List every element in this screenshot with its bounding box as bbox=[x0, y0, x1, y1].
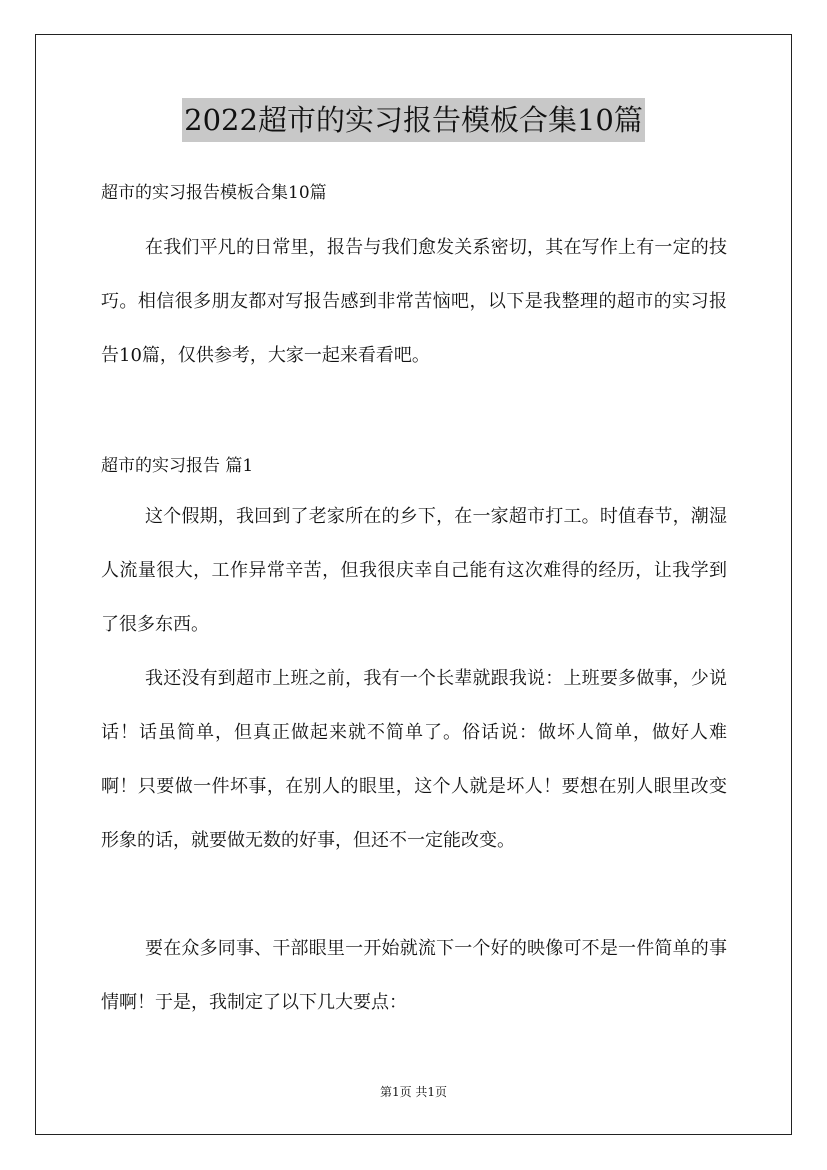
section-heading: 超市的实习报告 篇1 bbox=[101, 456, 254, 476]
body-paragraph-2: 我还没有到超市上班之前，我有一个长辈就跟我说：上班要多做事，少说话！话虽简单，但真正做起来就不简单了。俗话说：做坏人简单，做好人难啊！只要做一件坏事，在别人的眼里，这个人就是坏人！要想在别人眼里改变形象的话，就要做无数的好事，但还不一定能改变。 bbox=[101, 668, 727, 851]
document-title bbox=[0, 98, 827, 142]
intro-paragraph: 在我们平凡的日常里，报告与我们愈发关系密切，其在写作上有一定的技巧。相信很多朋友都对写报告感到非常苦恼吧，以下是我整理的超市的实习报告10篇，仅供参考，大家一起来看看吧。 bbox=[101, 237, 727, 366]
page-footer: 第1页 共1页 bbox=[379, 1085, 448, 1099]
document-title-text: 2022超市的实习报告模板合集10篇 bbox=[182, 98, 645, 142]
document-subtitle: 超市的实习报告模板合集10篇 bbox=[101, 183, 327, 203]
body-paragraph-3: 要在众多同事、干部眼里一开始就流下一个好的映像可不是一件简单的事情啊！于是，我制定了以下几大要点： bbox=[101, 938, 727, 1013]
body-paragraph-1: 这个假期，我回到了老家所在的乡下，在一家超市打工。时值春节，潮湿人流量很大，工作异常辛苦，但我很庆幸自己能有这次难得的经历，让我学到了很多东西。 bbox=[101, 506, 727, 635]
